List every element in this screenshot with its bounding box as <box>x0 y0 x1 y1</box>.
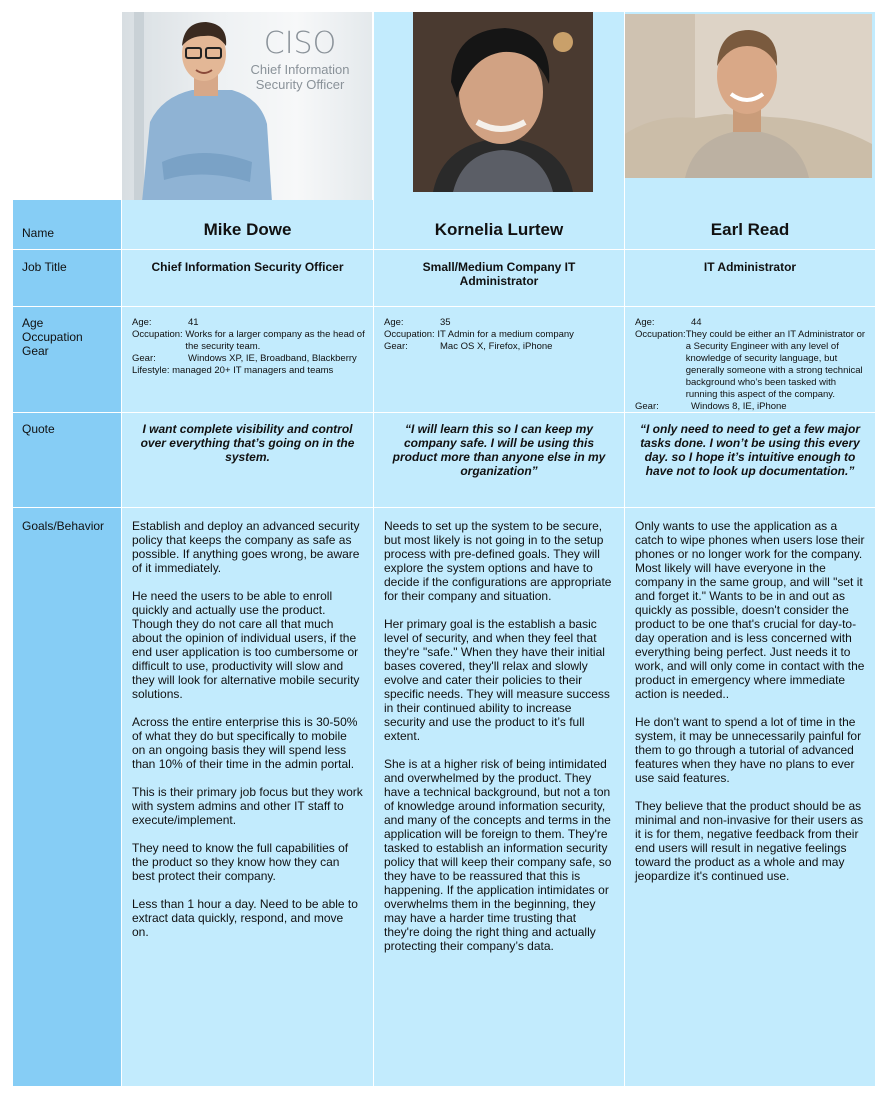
label-goals: Goals/Behavior <box>22 519 105 533</box>
persona-job-title: IT Administrator <box>703 260 797 274</box>
label-quote: Quote <box>22 422 55 436</box>
kornelia-portrait-icon <box>413 12 593 192</box>
persona-name: Earl Read <box>710 220 790 239</box>
photo-overlay-ciso: CISO <box>263 26 337 61</box>
goal-paragraph: They need to know the full capabilities of the product so they know how they can best protect their company. <box>132 841 349 883</box>
label-age: Age <box>22 316 44 330</box>
persona-job-title: Small/Medium Company IT Administrator <box>422 260 576 288</box>
persona-goals <box>625 519 875 897</box>
row-divider <box>13 249 875 250</box>
persona-details: Age: 35 Occupation: IT Admin for a medium company Gear: Mac OS X, Firefox, iPhone <box>384 317 574 352</box>
persona-job-title: Chief Information Security Officer <box>151 260 344 274</box>
photo-overlay-line1: Chief Information <box>250 62 350 77</box>
persona-quote: “I only need to need to get a few major tasks done. I won’t be using this every day. so I hope it’s intuitive enough to have not to look up documentation.” <box>639 422 861 478</box>
persona-goals <box>374 519 624 967</box>
persona-quote: “I will learn this so I can keep my company safe. I will be using this product more than anyone else in my organization” <box>392 422 606 478</box>
photo-earl <box>625 14 872 178</box>
goal-paragraph: She is at a higher risk of being intimidated and overwhelmed by the product. They have a technical background, but not a ton of knowledge around information security, and many of the concepts and terms in the application will be foreign to them. They're tasked to establish an information security policy that will keep their company safe, so they have to be reassured that this is happening. If the application intimidates or overwhelms them in the beginning, they may have a harder time trusting that they're doing the right thing and actually protecting their company’s data. <box>384 757 612 953</box>
goal-paragraph: Only wants to use the application as a catch to wipe phones when users lose their phones or no longer work for the company. Most likely will have everyone in the company in the same group, and will "set it and forget it." Wants to be in and out as quickly as possible, doesn't consider the product to be one that's crucial for day-to-day operation and is less concerned with everything being perfect. Just needs it to work, and will only come in contact with the product in emergency where immediate action is needed.. <box>635 519 865 701</box>
goal-paragraph: They believe that the product should be as minimal and non-invasive for their users as it is for them, negative feedback from their end users will result in negative feelings toward the product as a whole and may jeopardize it's continued use. <box>635 799 864 883</box>
label-name: Name <box>22 226 55 240</box>
photo-mike <box>122 12 372 202</box>
goal-paragraph: Across the entire enterprise this is 30-50% of what they do but specifically to mobile on an ongoing basis they will spend less than 10% of their time in the admin portal. <box>132 715 358 771</box>
persona-quote: I want complete visibility and control over everything that’s going on in the system. <box>140 422 355 464</box>
earl-portrait-icon <box>625 14 872 178</box>
persona-details: Age: 44 Occupation: They could be either an IT Administrator or a Security Engineer with any level of knowledge of security language, but generally someone with a strong technical background who’s been tasked with running this aspect of the company. Gear: Windows 8, IE, iPhone <box>635 317 866 412</box>
goal-paragraph: Her primary goal is the establish a basic level of security, and when they feel that they're "safe." When they have their initial bases covered, they'll relax and slowly evolve and cater their policies to their specific needs. They will measure success in their continued ability to increase security and use the product to it’s full extent. <box>384 617 610 743</box>
goal-paragraph: He don't want to spend a lot of time in the system, it may be unnecessarily painful for them to go through a tutorial of advanced features when they have no plans to ever use said features. <box>635 715 862 785</box>
goal-paragraph: Establish and deploy an advanced security policy that keeps the company as safe as possible. If anything goes wrong, be aware of it immediately. <box>132 519 360 575</box>
label-job-title: Job Title <box>22 260 67 274</box>
persona-name: Mike Dowe <box>203 220 292 239</box>
row-divider <box>13 507 875 508</box>
goal-paragraph: This is their primary job focus but they work with system admins and other IT staff to execute/implement. <box>132 785 363 827</box>
persona-name: Kornelia Lurtew <box>434 220 564 239</box>
persona-details: Age: 41 Occupation: Works for a larger company as the head of the security team. Gear: Windows XP, IE, Broadband, Blackberry Lifestyle: managed 20+ IT managers and teams <box>132 317 365 376</box>
goal-paragraph: Less than 1 hour a day. Need to be able to extract data quickly, respond, and move on. <box>132 897 358 939</box>
label-gear: Gear <box>22 344 49 358</box>
photo-kornelia <box>413 12 593 192</box>
row-divider <box>13 306 875 307</box>
goal-paragraph: He need the users to be able to enroll quickly and actually use the product. Though they do not care all that much about the opinion of individual users, if the end user application is too cumbersome or difficult to use, productivity will slow and they will look for alternative mobile security solutions. <box>132 589 360 701</box>
goal-paragraph: Needs to set up the system to be secure, but most likely is not going in to the setup process with pre-defined goals. They will explore the system options and have to decide if the configurations are appropriate for their company and situation. <box>384 519 612 603</box>
persona-goals <box>122 519 373 953</box>
photo-overlay-line2: Security Officer <box>255 77 345 92</box>
label-occupation: Occupation <box>22 330 83 344</box>
